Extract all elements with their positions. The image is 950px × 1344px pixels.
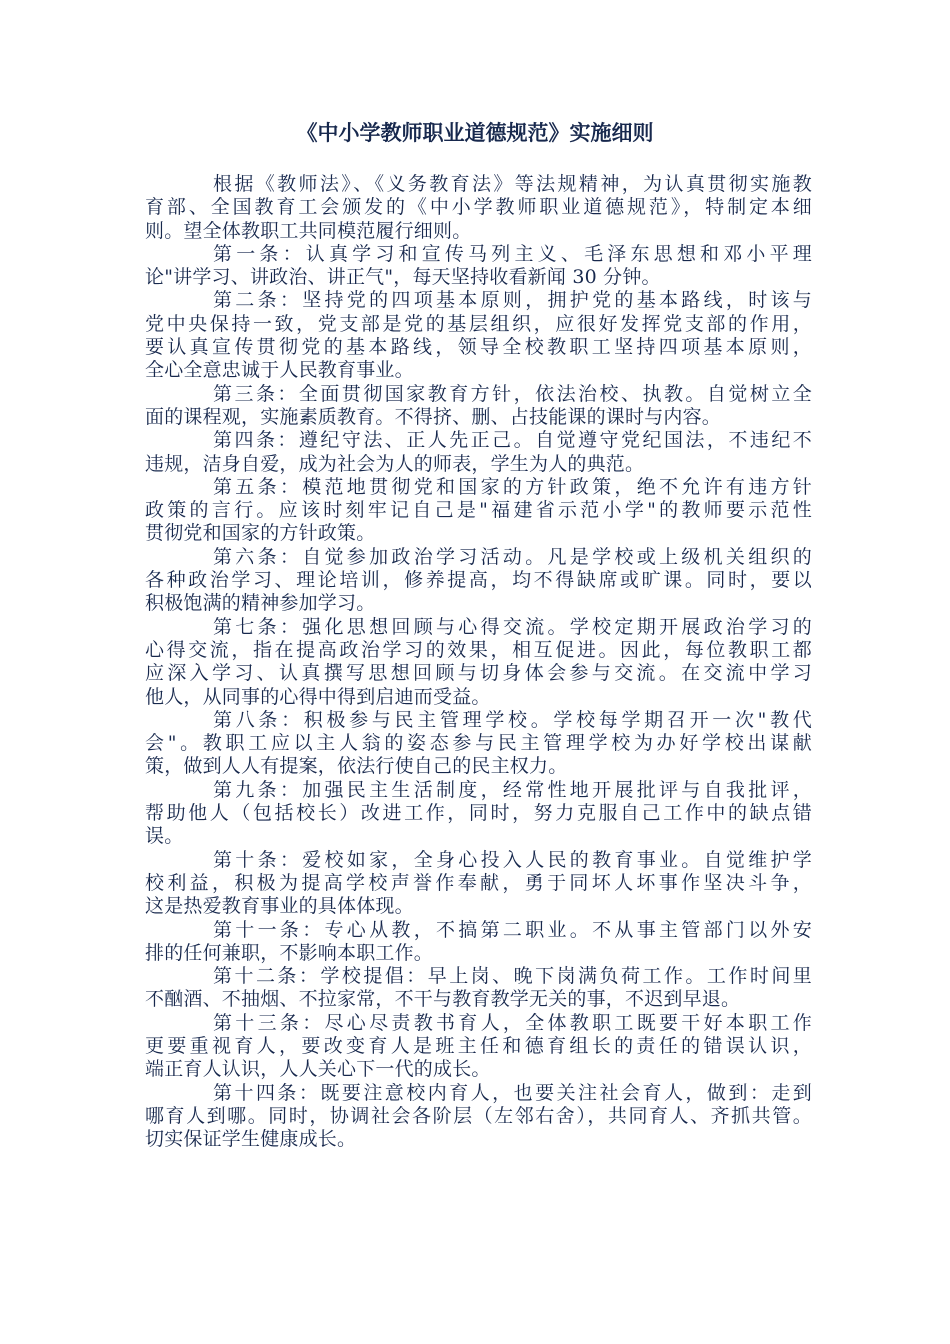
paragraph-line: 误。	[145, 825, 184, 848]
paragraph	[145, 546, 812, 616]
paragraph-line: 面的课程观，实施素质教育。不得挤、删、占技能课的课时与内容。	[145, 405, 722, 428]
paragraph-line: 第一条：认真学习和宣传马列主义、毛泽东思想和邓小平理	[213, 242, 812, 265]
paragraph-line: 根据《教师法》、《义务教育法》等法规精神，为认真贯彻实施教	[213, 173, 812, 195]
paragraph	[145, 1012, 812, 1082]
paragraph-line: 第十条：爱校如家，全身心投入人民的教育事业。自觉维护学	[213, 848, 812, 871]
paragraph-line: 帮助他人（包括校长）改进工作，同时，努力克服自己工作中的缺点错	[145, 802, 812, 825]
paragraph-line: 策，做到人人有提案，依法行使自己的民主权力。	[145, 755, 568, 778]
paragraph	[145, 709, 812, 779]
paragraph-line: 则。望全体教职工共同模范履行细则。	[145, 219, 472, 242]
paragraph-line: 不酗酒、不抽烟、不拉家常，不干与教育教学无关的事，不迟到早退。	[145, 988, 741, 1011]
paragraph	[145, 779, 812, 849]
paragraph-line: 各种政治学习、理论培训，修养提高，均不得缺席或旷课。同时，要以	[145, 569, 812, 592]
paragraph	[145, 429, 812, 476]
paragraph-line: 要认真宣传贯彻党的基本路线，领导全校教职工坚持四项基本原则，	[145, 336, 812, 359]
paragraph-line: 应深入学习、认真撰写思想回顾与切身体会参与交流。在交流中学习	[145, 662, 812, 685]
paragraph	[145, 616, 812, 709]
paragraph	[145, 243, 812, 290]
paragraph	[145, 919, 812, 966]
paragraph-line: 校利益，积极为提高学校声誉作奉献，勇于同坏人坏事作坚决斗争，	[145, 871, 812, 894]
paragraph-line: 党中央保持一致，党支部是党的基层组织，应很好发挥党支部的作用，	[145, 312, 812, 335]
document-title: 《中小学教师职业道德规范》实施细则	[296, 120, 654, 145]
paragraph-line: 第十四条：既要注意校内育人，也要关注社会育人，做到：走到	[213, 1081, 812, 1104]
paragraph	[145, 383, 812, 430]
paragraph-line: 贯彻党和国家的方针政策。	[145, 522, 376, 545]
paragraph-line: 育部、全国教育工会颁发的《中小学教师职业道德规范》，特制定本细	[145, 196, 812, 219]
paragraph-line: 他人，从同事的心得中得到启迪而受益。	[145, 685, 491, 708]
paragraph-line: 排的任何兼职，不影响本职工作。	[145, 941, 434, 964]
paragraph-line: 第六条：自觉参加政治学习活动。凡是学校或上级机关组织的	[213, 545, 812, 568]
paragraph	[145, 289, 812, 382]
paragraph-line: 会"。教职工应以主人翁的姿态参与民主管理学校为办好学校出谋献	[145, 732, 812, 755]
paragraph-line: 积极饱满的精神参加学习。	[145, 592, 376, 615]
paragraph-line: 第八条：积极参与民主管理学校。学校每学期召开一次"教代	[213, 708, 812, 731]
paragraph-line: 全心全意忠诚于人民教育事业。	[145, 359, 414, 382]
paragraph	[145, 965, 812, 1012]
paragraph-line: 这是热爱教育事业的具体体现。	[145, 895, 414, 918]
paragraph-line: 第十三条：尽心尽责教书育人，全体教职工既要干好本职工作	[213, 1011, 812, 1034]
paragraph-line: 第三条：全面贯彻国家教育方针，依法治校、执教。自觉树立全	[213, 382, 812, 405]
paragraph-line: 更要重视育人，要改变育人是班主任和德育组长的责任的错误认识，	[145, 1034, 812, 1057]
paragraph-line: 论"讲学习、讲政治、讲正气"，每天坚持收看新闻 30 分钟。	[145, 266, 661, 289]
paragraph-line: 第二条：坚持党的四项基本原则，拥护党的基本路线，时该与	[213, 289, 812, 312]
paragraph	[145, 1082, 812, 1152]
paragraph	[145, 173, 812, 243]
paragraph-line: 第十一条：专心从教，不搞第二职业。不从事主管部门以外安	[213, 918, 812, 941]
paragraph	[145, 476, 812, 546]
paragraph-line: 端正育人认识，人人关心下一代的成长。	[145, 1058, 491, 1081]
paragraph-line: 第五条：模范地贯彻党和国家的方针政策，绝不允许有违方针	[213, 475, 812, 498]
paragraph	[145, 849, 812, 919]
paragraph-line: 心得交流，指在提高政治学习的效果，相互促进。因此，每位教职工都	[145, 638, 812, 661]
document-body	[145, 173, 812, 1151]
paragraph-line: 第九条：加强民主生活制度，经常性地开展批评与自我批评，	[213, 778, 812, 801]
paragraph-line: 第十二条：学校提倡：早上岗、晚下岗满负荷工作。工作时间里	[213, 965, 812, 988]
paragraph-line: 第七条：强化思想回顾与心得交流。学校定期开展政治学习的	[213, 615, 812, 638]
paragraph-line: 切实保证学生健康成长。	[145, 1128, 357, 1151]
paragraph-line: 哪育人到哪。同时，协调社会各阶层（左邻右舍），共同育人、齐抓共管。	[145, 1104, 812, 1127]
paragraph-line: 第四条：遵纪守法、正人先正己。自觉遵守党纪国法，不违纪不	[213, 429, 812, 452]
paragraph-line: 政策的言行。应该时刻牢记自己是"福建省示范小学"的教师要示范性	[145, 499, 812, 522]
paragraph-line: 违规，洁身自爱，成为社会为人的师表，学生为人的典范。	[145, 452, 645, 475]
